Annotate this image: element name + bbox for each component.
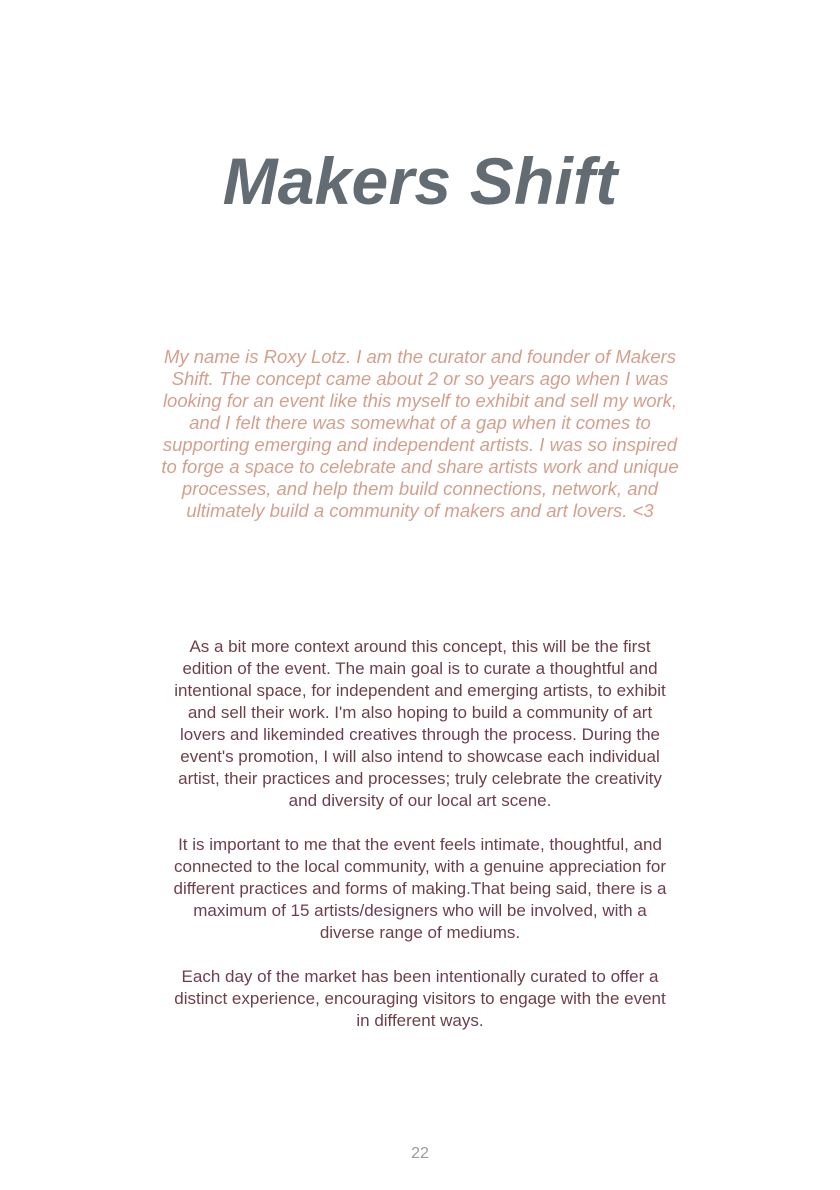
body-paragraph-market-days: Each day of the market has been intentionally curated to offer a distinct experience, encouraging visitors to engage with the event in different ways. (174, 967, 666, 1030)
page-title: Makers Shift (222, 144, 618, 218)
body-text (170, 636, 670, 1032)
body-paragraph-context: As a bit more context around this concept, this will be the first edition of the event. The main goal is to curate a thoughtful and intentional space, for independent and emerging artists, to exhibit and sell their work. I'm also hoping to build a community of art lovers and likeminded creatives through the process. During the event's promotion, I will also intend to showcase each individual artist, their practices and processes; truly celebrate the creativity and diversity of our local art scene. (174, 637, 666, 810)
page-number: 22 (411, 1145, 429, 1162)
body-paragraph-community: It is important to me that the event feels intimate, thoughtful, and connected to the local community, with a genuine appreciation for different practices and forms of making.That being said, there is a maximum of 15 artists/designers who will be involved, with a diverse range of mediums. (173, 835, 667, 942)
intro-quote: My name is Roxy Lotz. I am the curator and founder of Makers Shift. The concept came about 2 or so years ago when I was looking for an event like this myself to exhibit and sell my work, and I felt there was somewhat of a gap when it comes to supporting emerging and independent artists. I was so inspired to forge a space to celebrate and share artists work and unique processes, and help them build connections, network, and ultimately build a community of makers and art lovers. <3 (161, 346, 679, 521)
